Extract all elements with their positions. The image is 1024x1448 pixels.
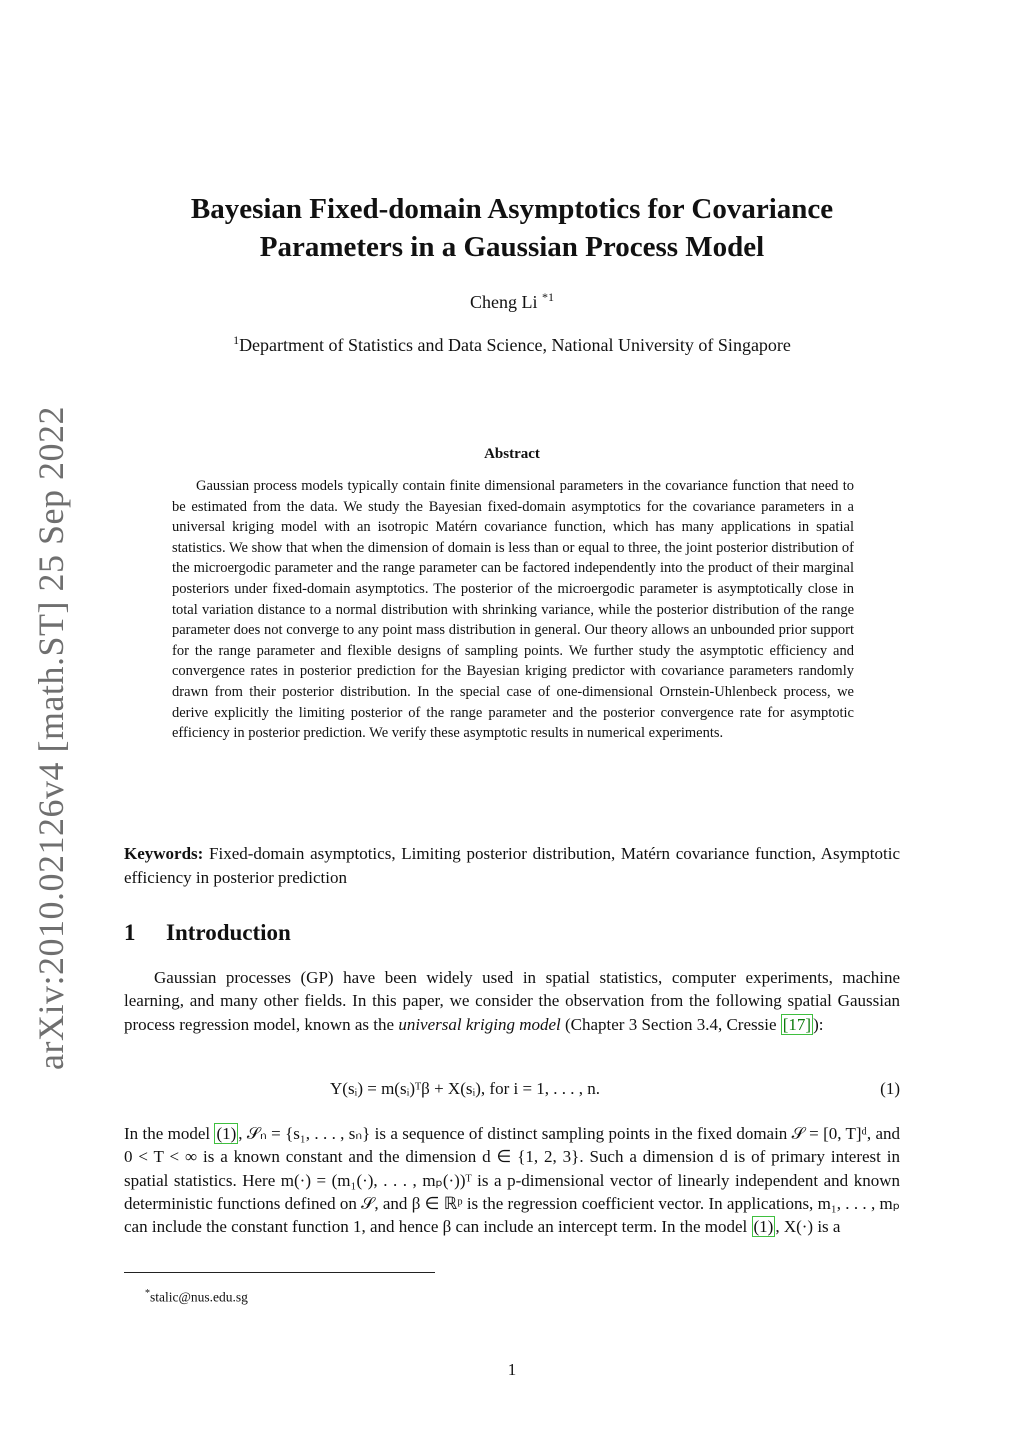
author-name: Cheng Li — [470, 292, 538, 312]
keywords — [124, 842, 900, 890]
equation-expression: Y(sᵢ) = m(sᵢ)ᵀβ + X(sᵢ), for i = 1, . . . , n. — [330, 1079, 601, 1098]
section-heading — [124, 920, 291, 946]
abstract-heading: Abstract — [484, 446, 540, 462]
equation-1 — [124, 1079, 900, 1103]
equation-number: (1) — [880, 1079, 900, 1098]
affiliation-mark: 1 — [233, 333, 240, 347]
affiliation-text: Department of Statistics and Data Science, National University of Singapore — [239, 335, 791, 355]
author — [0, 290, 1024, 313]
affiliation — [0, 333, 1024, 356]
title-line-1: Bayesian Fixed-domain Asymptotics for Covariance — [190, 193, 834, 225]
intro-paragraph-1 — [124, 966, 900, 1036]
title-line-2: Parameters in a Gaussian Process Model — [259, 231, 765, 263]
para2-text-3: , X(·) is a — [775, 1217, 841, 1237]
para2-text-2: , 𝒮ₙ = {s₁, . . . , sₙ} is a sequence of distinct sampling points in the fixed domain 𝒮 = [0, T]ᵈ, and 0 < T < ∞ is a known constant and the dimension d ∈ {1, 2, 3}. Such a dimension d is of primary interest in spatial statistics. Here m(·) = (m₁(·), . . . , mₚ(·))ᵀ is a p-dimensional vector of linearly independent and known deterministic functions defined on 𝒮, and β ∈ ℝᵖ is the regression coefficient vector. In applications, m₁, . . . , mₚ can include the constant function 1, and hence β can include an intercept term. In the model — [124, 1124, 901, 1237]
intro-text-2: (Chapter 3 Section 3.4, Cressie — [560, 1014, 781, 1034]
intro-text-3: ): — [813, 1014, 824, 1034]
arxiv-stamp: arXiv:2010.02126v4 [math.ST] 25 Sep 2022 — [31, 406, 71, 1070]
citation-link[interactable]: [17] — [782, 1014, 812, 1034]
intro-text-1: Gaussian processes (GP) have been widely used in spatial statistics, computer experiments, machine learning, and many other fields. In this paper, we consider the observation from the following spatial Gaussian process regression model, known as the — [124, 968, 900, 1034]
footnote-email: stalic@nus.edu.sg — [150, 1289, 248, 1305]
equation-ref-link[interactable]: (1) — [753, 1217, 774, 1237]
section-number: 1 — [124, 920, 136, 945]
intro-italic-term: universal kriging model — [398, 1014, 561, 1034]
page-number: 1 — [507, 1360, 517, 1379]
keywords-label: Keywords: — [124, 844, 204, 863]
author-marks: *1 — [542, 290, 554, 304]
keywords-text: Fixed-domain asymptotics, Limiting posterior distribution, Matérn covariance function, Asymptotic efficiency in posterior prediction — [124, 844, 900, 887]
footnote-mark: * — [145, 1288, 150, 1299]
section-title: Introduction — [166, 920, 291, 945]
abstract-body: Gaussian process models typically contain finite dimensional parameters in the covariance function that need to be estimated from the data. We study the Bayesian fixed-domain asymptotics for the covariance parameters in a universal kriging model with an isotropic Matérn covariance function, which has many applications in spatial statistics. We show that when the dimension of domain is less than or equal to three, the joint posterior distribution of the microergodic parameter and the range parameter can be factored independently into the product of their marginal posteriors under fixed-domain asymptotics. The posterior of the microergodic parameter is asymptotically close in total variation distance to a normal distribution with shrinking variance, while the posterior distribution of the range parameter does not converge to any point mass distribution in general. Our theory allows an unbounded prior support for the range parameter and flexible designs of sampling points. We further study the asymptotic efficiency and convergence rates in posterior prediction for the Bayesian kriging predictor with covariance parameters randomly drawn from their posterior distribution. In the special case of one-dimensional Ornstein-Uhlenbeck process, we derive explicitly the limiting posterior of the range parameter and the posterior convergence rate for asymptotic efficiency in posterior prediction. We verify these asymptotic results in numerical experiments. — [172, 478, 854, 742]
equation-ref-link[interactable]: (1) — [216, 1124, 237, 1143]
paper-title — [110, 190, 914, 266]
footnote — [145, 1288, 248, 1306]
para2-text-1: In the model — [124, 1124, 215, 1143]
intro-paragraph-2 — [124, 1122, 900, 1238]
footnote-rule — [124, 1272, 435, 1273]
